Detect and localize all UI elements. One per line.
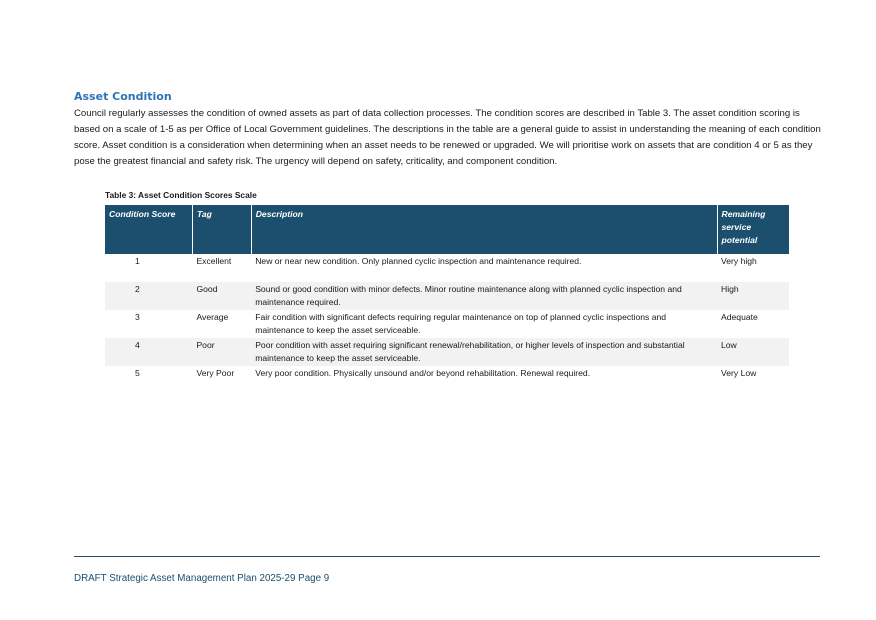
- cell-tag: Excellent: [196, 256, 232, 266]
- table-row: [105, 338, 789, 366]
- cell-score: 5: [135, 368, 140, 378]
- condition-scores-table: [105, 205, 789, 394]
- cell-remaining: Very Low: [721, 368, 757, 378]
- cell-tag: Average: [196, 312, 229, 322]
- cell-tag: Good: [192, 282, 251, 310]
- cell-description: Sound or good condition with minor defects. Minor routine maintenance along with planned cyclic inspection and maintenance required.: [251, 282, 717, 310]
- table-header-row: [105, 205, 789, 254]
- cell-score: 1: [135, 256, 140, 266]
- cell-score: 4: [105, 338, 192, 366]
- cell-tag: Very Poor: [196, 368, 235, 378]
- header-tag: Tag: [192, 205, 251, 254]
- header-remaining-service-potential: Remaining service potential: [717, 205, 789, 254]
- cell-description: Fair condition with significant defects requiring regular maintenance on top of planned cyclic inspections and maintenance to keep the asset serviceable.: [255, 312, 667, 335]
- table-row: [105, 366, 789, 394]
- table-row: [105, 282, 789, 310]
- cell-remaining: Low: [717, 338, 789, 366]
- header-description: Description: [251, 205, 717, 254]
- cell-description: New or near new condition. Only planned cyclic inspection and maintenance required.: [255, 256, 582, 266]
- cell-remaining: High: [717, 282, 789, 310]
- footer-divider: [74, 556, 820, 557]
- intro-paragraph: Council regularly assesses the condition of owned assets as part of data collection processes. The condition scores are described in Table 3. The asset condition scoring is based on a scale of 1-5 as per Office of Local Government guidelines. The descriptions in the table are a general guide to assist in understanding the meaning of each condition score. Asset condition is a consideration when determining when an asset needs to be renewed or upgraded. We will prioritise work on assets that are condition 4 or 5 as they pose the greatest financial and safety risk. The urgency will depend on safety, criticality, and component condition.: [74, 108, 821, 167]
- cell-tag: Poor: [192, 338, 251, 366]
- table-caption: Table 3: Asset Condition Scores Scale: [105, 190, 257, 200]
- table-row: [105, 254, 789, 282]
- cell-remaining: Very high: [721, 256, 757, 266]
- cell-remaining: Adequate: [721, 312, 758, 322]
- footer-text: DRAFT Strategic Asset Management Plan 2025-29 Page 9: [74, 573, 330, 584]
- header-condition-score: Condition Score: [105, 205, 192, 254]
- cell-score: 3: [135, 312, 140, 322]
- table-row: [105, 310, 789, 338]
- section-title: Asset Condition: [74, 90, 172, 103]
- cell-description: Very poor condition. Physically unsound and/or beyond rehabilitation. Renewal required.: [255, 368, 591, 378]
- cell-score: 2: [105, 282, 192, 310]
- cell-description: Poor condition with asset requiring significant renewal/rehabilitation, or higher levels of inspection and substantial maintenance to keep the asset serviceable.: [251, 338, 717, 366]
